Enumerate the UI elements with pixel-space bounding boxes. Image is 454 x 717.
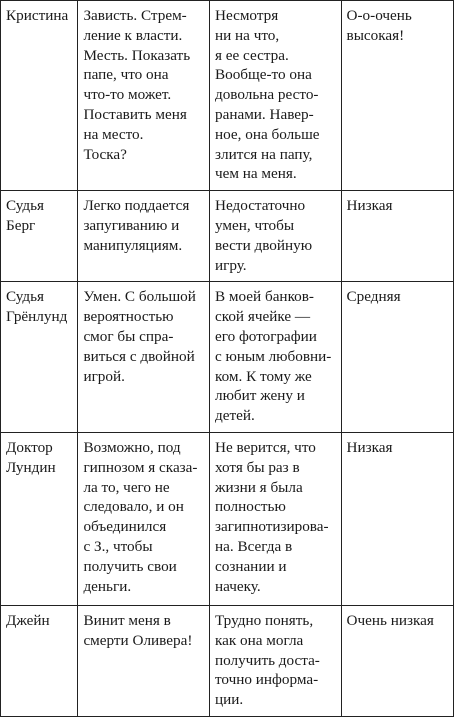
probability-cell: Очень низкая xyxy=(341,605,453,716)
counter-argument-cell: Недостаточно умен, чтобы вести двойную игру. xyxy=(209,191,341,282)
suspect-name-cell: Доктор Лундин xyxy=(1,432,78,605)
motive-cell: Винит меня в смерти Оливера! xyxy=(78,605,210,716)
table-row xyxy=(1,432,454,605)
suspect-name-cell: Судья Грёнлунд xyxy=(1,282,78,433)
counter-argument-cell: Не верится, что хотя бы раз в жизни я была полностью загипнотизирова- на. Всегда в сознании и начеку. xyxy=(209,432,341,605)
table-row xyxy=(1,605,454,716)
suspect-name-cell: Джейн xyxy=(1,605,78,716)
counter-argument-cell: Трудно понять, как она могла получить доста- точно информа- ции. xyxy=(209,605,341,716)
probability-cell: Низкая xyxy=(341,432,453,605)
suspect-name-cell: Кристина xyxy=(1,1,78,191)
table-row xyxy=(1,191,454,282)
probability-cell: Средняя xyxy=(341,282,453,433)
motive-cell: Возможно, под гипнозом я сказа- ла то, чего не следовало, и он объединился с З., чтобы получить свои деньги. xyxy=(78,432,210,605)
counter-argument-cell: Несмотря ни на что, я ее сестра. Вообще-то она довольна ресто- ранами. Навер- ное, она больше злится на папу, чем на меня. xyxy=(209,1,341,191)
table-row xyxy=(1,1,454,191)
suspect-name-cell: Судья Берг xyxy=(1,191,78,282)
motive-cell: Легко поддается запугиванию и манипуляциям. xyxy=(78,191,210,282)
probability-cell: Низкая xyxy=(341,191,453,282)
probability-cell: О-о-очень высокая! xyxy=(341,1,453,191)
motive-cell: Зависть. Стрем- ление к власти. Месть. Показать папе, что она что-то может. Поставить меня на место. Тоска? xyxy=(78,1,210,191)
motive-cell: Умен. С большой вероятностью смог бы спра- виться с двойной игрой. xyxy=(78,282,210,433)
counter-argument-cell: В моей банков- ской ячейке — его фотографии с юным любовни- ком. К тому же любит жену и детей. xyxy=(209,282,341,433)
table-row xyxy=(1,282,454,433)
